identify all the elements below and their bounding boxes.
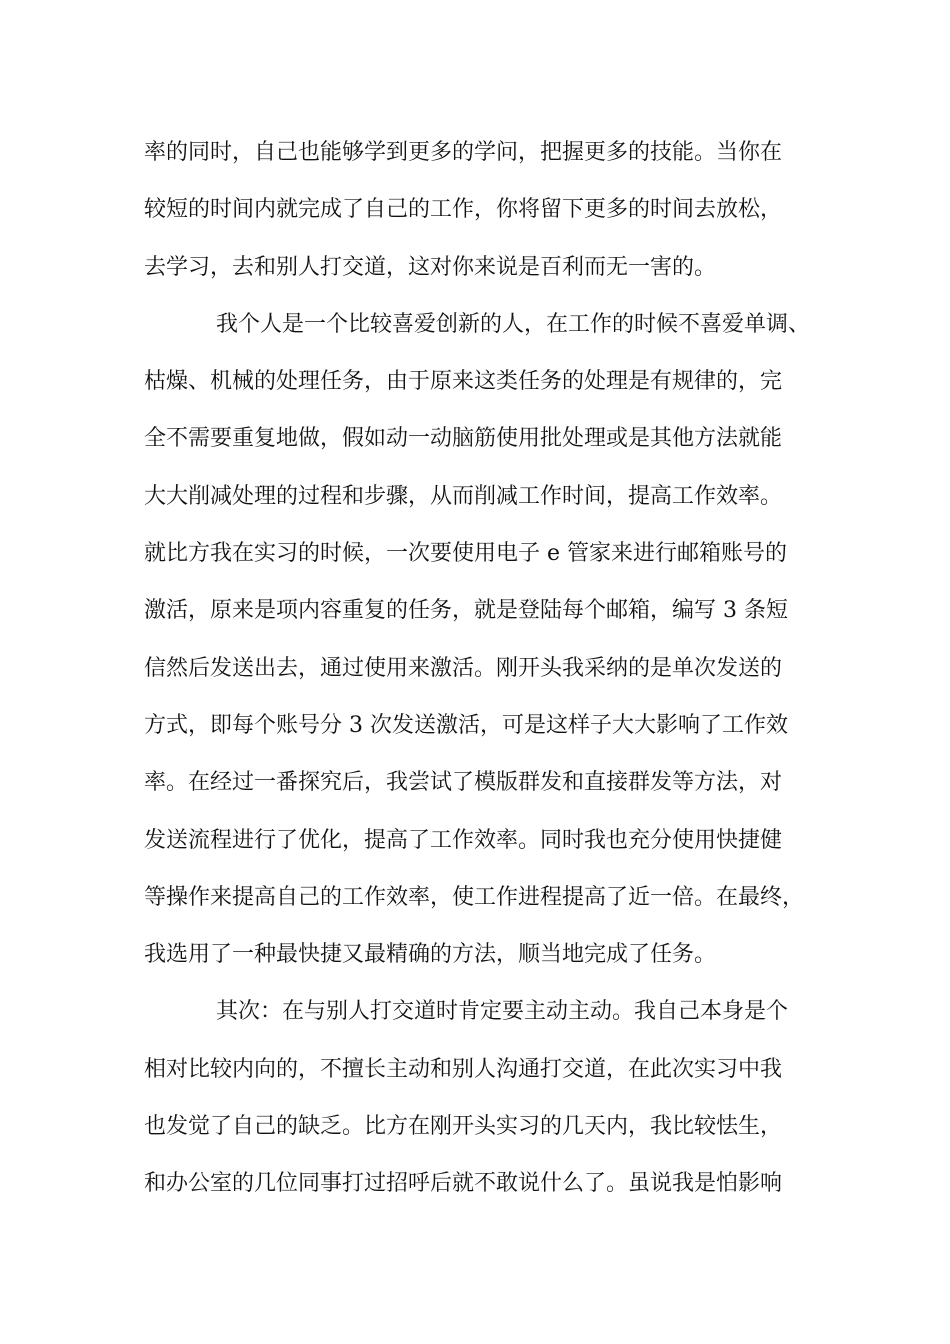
paragraph-first-line: 我个人是一个比较喜爱创新的人，在工作的时候不喜爱单调、: [216, 311, 811, 337]
text-line: 信然后发送出去，通过使用来激活。刚开头我采纳的是单次发送的: [144, 655, 783, 681]
text-line: 和办公室的几位同事打过招呼后就不敢说什么了。虽说我是怕影响: [144, 1171, 783, 1197]
text-line: 就比方我在实习的时候，一次要使用电子 e 管家来进行邮箱账号的: [144, 541, 788, 567]
text-line: 率。在经过一番探究后，我尝试了模版群发和直接群发等方法，对: [144, 770, 783, 796]
text-line: 等操作来提高自己的工作效率，使工作进程提高了近一倍。在最终，: [144, 884, 805, 910]
text-line: 大大削减处理的过程和步骤，从而削减工作时间，提高工作效率。: [144, 483, 783, 509]
text-line: 全不需要重复地做，假如动一动脑筋使用批处理或是其他方法就能: [144, 426, 783, 452]
text-line: 枯燥、机械的处理任务，由于原来这类任务的处理是有规律的，完: [144, 369, 783, 395]
text-line: 方式，即每个账号分 3 次发送激活，可是这样子大大影响了工作效: [144, 712, 788, 738]
text-line: 相对比较内向的，不擅长主动和别人沟通打交道，在此次实习中我: [144, 1056, 783, 1082]
text-line: 也发觉了自己的缺乏。比方在刚开头实习的几天内，我比较怯生，: [144, 1114, 783, 1140]
paragraph-first-line: 其次：在与别人打交道时肯定要主动主动。我自己本身是个: [216, 999, 789, 1025]
text-line: 率的同时，自己也能够学到更多的学问，把握更多的技能。当你在: [144, 140, 783, 165]
text-line: 激活，原来是项内容重复的任务，就是登陆每个邮箱，编写 3 条短: [144, 598, 788, 624]
text-line: 较短的时间内就完成了自己的工作，你将留下更多的时间去放松，: [144, 197, 783, 223]
text-line: 去学习，去和别人打交道，这对你来说是百利而无一害的。: [144, 254, 717, 280]
text-line: 发送流程进行了优化，提高了工作效率。同时我也充分使用快捷健: [144, 827, 783, 853]
body-text: [144, 134, 824, 1223]
text-line: 我选用了一种最快捷又最精确的方法，顺当地完成了任务。: [144, 942, 717, 968]
